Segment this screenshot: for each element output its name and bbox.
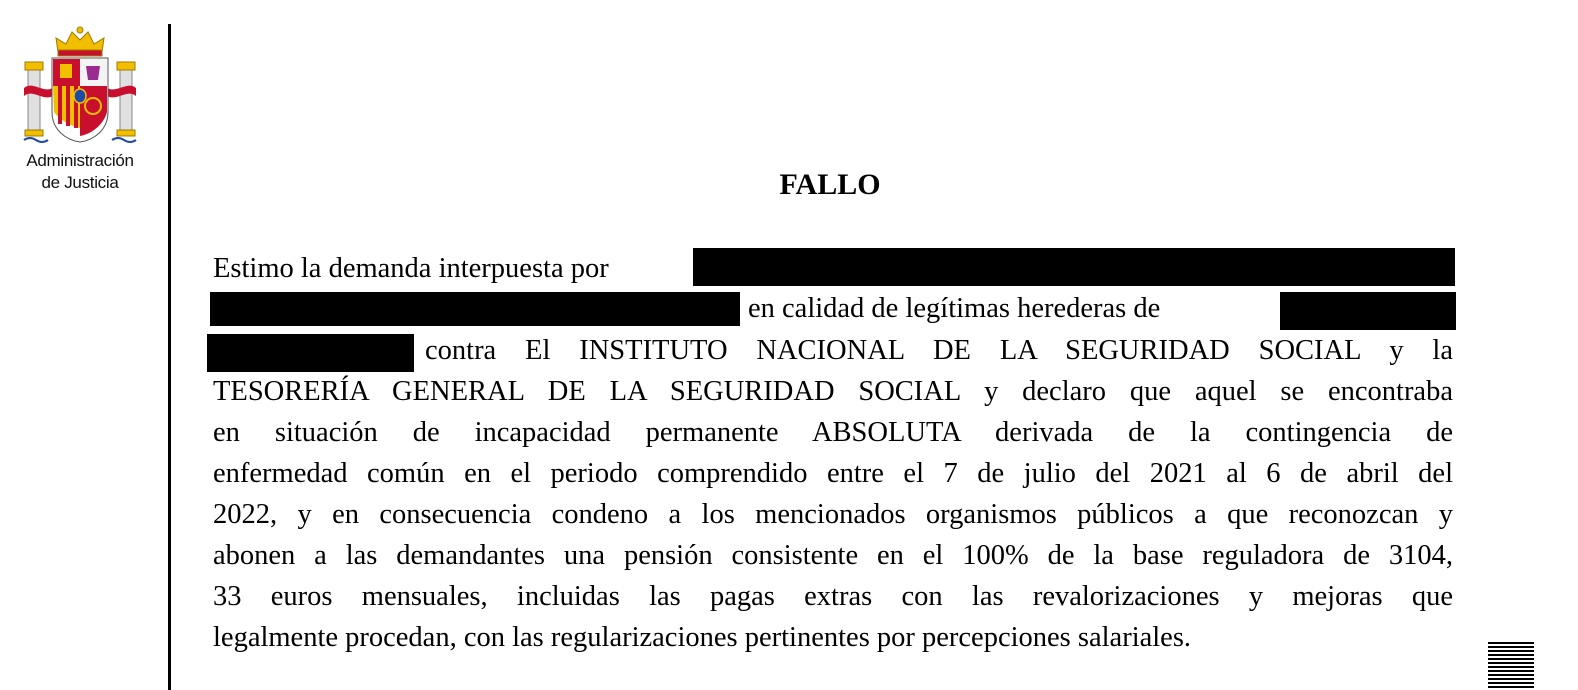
paragraph-line-2: en calidad de legítimas herederas de (748, 293, 1161, 324)
redaction-block (693, 248, 1455, 286)
paragraph-line-4: TESORERÍA GENERAL DE LA SEGURIDAD SOCIAL y declaro que aquel se encontraba (213, 376, 1453, 407)
redaction-block (1280, 292, 1456, 330)
redaction-block (207, 334, 414, 372)
barcode-icon (1488, 642, 1534, 690)
document-title: FALLO (779, 168, 881, 201)
org-name-line-1: Administración (26, 151, 134, 170)
paragraph-line-8: abonen a las demandantes una pensión consistente en el 100% de la base reguladora de 3104, (213, 540, 1453, 571)
redaction-block (210, 292, 740, 326)
paragraph-line-3: contra El INSTITUTO NACIONAL DE LA SEGURIDAD SOCIAL y la (425, 335, 1453, 366)
paragraph-line-7: 2022, y en consecuencia condeno a los mencionados organismos públicos a que reconozcan y (213, 499, 1453, 530)
paragraph-line-1: Estimo la demanda interpuesta por (213, 253, 609, 284)
paragraph-line-5: en situación de incapacidad permanente ABSOLUTA derivada de la contingencia de (213, 417, 1453, 448)
margin-rule (168, 24, 171, 690)
spain-coat-of-arms-icon (20, 24, 140, 148)
paragraph-line-9: 33 euros mensuales, incluidas las pagas extras con las revalorizaciones y mejoras que (213, 581, 1453, 612)
administracion-de-justicia-logo (18, 24, 142, 196)
paragraph-line-10: legalmente procedan, con las regularizaciones pertinentes por percepciones salariales. (213, 622, 1192, 653)
paragraph-line-6: enfermedad común en el periodo comprendido entre el 7 de julio del 2021 al 6 de abril del (213, 458, 1453, 489)
organization-name (18, 150, 142, 194)
org-name-line-2: de Justicia (41, 173, 119, 192)
